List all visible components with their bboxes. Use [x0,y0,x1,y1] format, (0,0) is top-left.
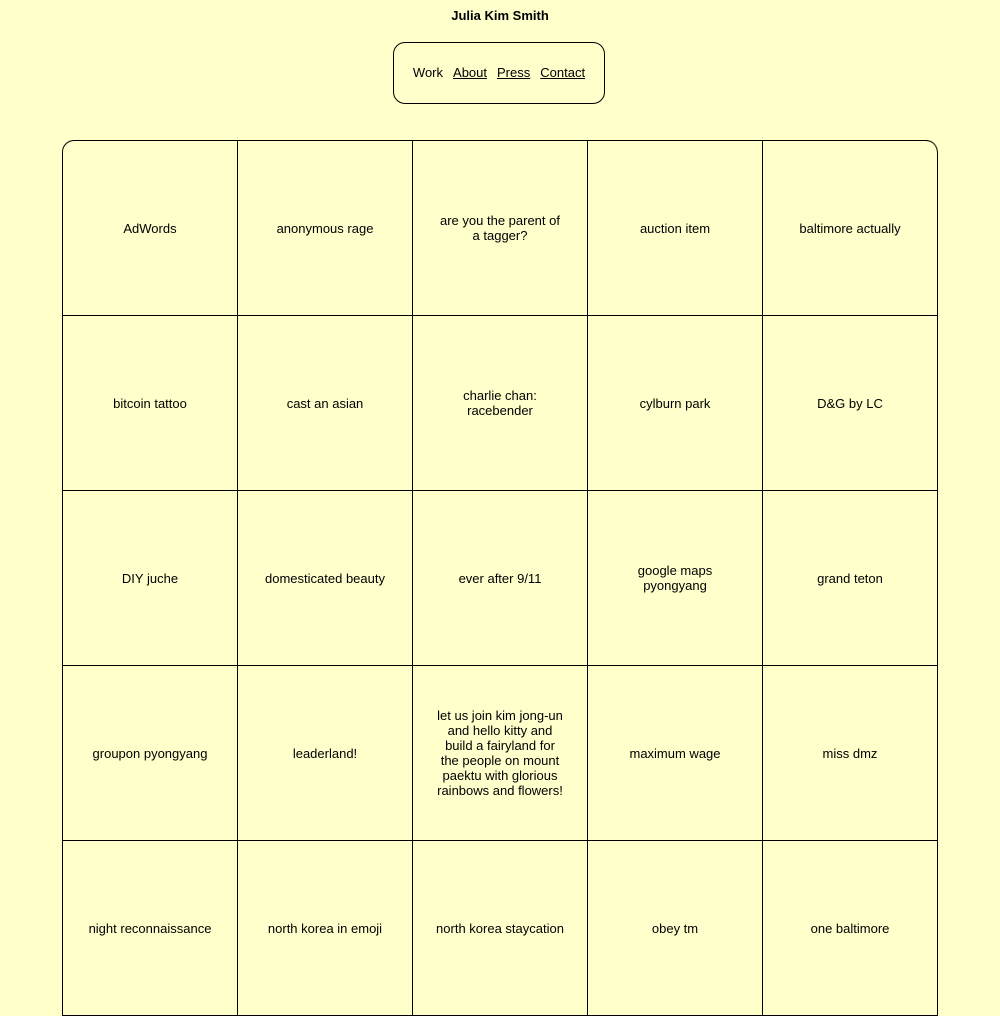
work-tile[interactable]: grand teton [763,491,938,666]
work-tile[interactable]: obey tm [588,841,763,1016]
work-tile[interactable]: auction item [588,141,763,316]
work-tile[interactable]: leaderland! [238,666,413,841]
work-tile[interactable]: groupon pyongyang [63,666,238,841]
work-tile[interactable]: north korea staycation [413,841,588,1016]
work-tile[interactable]: night reconnaissance [63,841,238,1016]
work-tile[interactable]: maximum wage [588,666,763,841]
work-tile[interactable]: AdWords [63,141,238,316]
nav-item-press[interactable]: Press [497,65,531,80]
work-tile[interactable]: anonymous rage [238,141,413,316]
work-tile[interactable]: bitcoin tattoo [63,316,238,491]
site-title[interactable]: Julia Kim Smith [451,8,549,23]
work-tile[interactable]: north korea in emoji [238,841,413,1016]
nav-item-contact[interactable]: Contact [540,65,586,80]
work-tile[interactable]: charlie chan: racebender [413,316,588,491]
work-tile[interactable]: are you the parent of a tagger? [413,141,588,316]
works-grid [62,140,938,1016]
work-tile[interactable]: D&G by LC [763,316,938,491]
work-tile[interactable]: DIY juche [63,491,238,666]
work-tile[interactable]: let us join kim jong-un and hello kitty and build a fairyland for the people on mount paektu with glorious rainbows and flowers! [413,666,588,841]
work-tile[interactable]: baltimore actually [763,141,938,316]
nav-item-work[interactable]: Work [412,65,444,80]
work-tile[interactable]: google maps pyongyang [588,491,763,666]
work-tile[interactable]: ever after 9/11 [413,491,588,666]
nav-menu [393,42,605,104]
work-tile[interactable]: cylburn park [588,316,763,491]
nav-item-about[interactable]: About [453,65,488,80]
work-tile[interactable]: domesticated beauty [238,491,413,666]
work-tile[interactable]: miss dmz [763,666,938,841]
work-tile[interactable]: cast an asian [238,316,413,491]
work-tile[interactable]: one baltimore [763,841,938,1016]
